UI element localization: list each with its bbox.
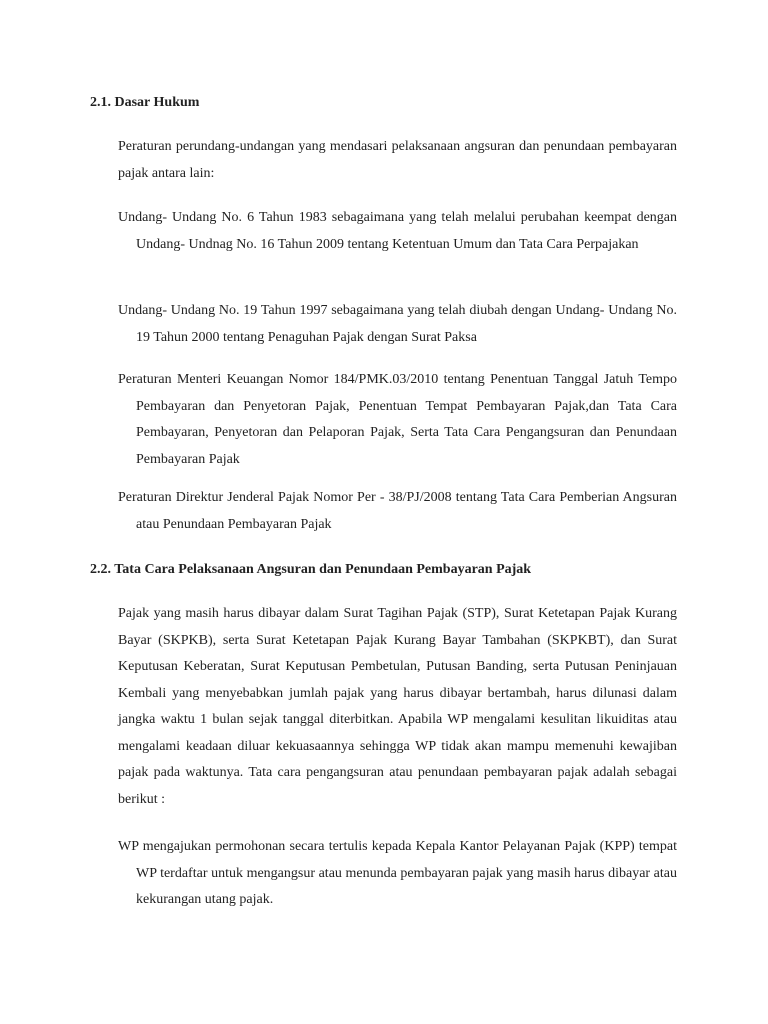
list-item-permohonan: WP mengajukan permohonan secara tertulis kepada Kepala Kantor Pelayanan Pajak (KPP) tempat WP terdaftar untuk mengangsur atau menunda pembayaran pajak yang masih harus dibayar atau kekurangan utang pajak. [118, 839, 677, 907]
section-intro-paragraph: Peraturan perundang-undangan yang mendasari pelaksanaan angsuran dan penundaan pembayaran pajak antara lain: [118, 139, 677, 181]
list-item-uu-ppsp: Undang- Undang No. 19 Tahun 1997 sebagaimana yang telah diubah dengan Undang- Undang No. 19 Tahun 2000 tentang Penaguhan Pajak dengan Surat Paksa [118, 303, 677, 345]
section-body-paragraph: Pajak yang masih harus dibayar dalam Surat Tagihan Pajak (STP), Surat Ketetapan Pajak Kurang Bayar (SKPKB), serta Surat Ketetapan Pajak Kurang Bayar Tambahan (SKPKBT), dan Surat Keputusan Keberatan, Surat Keputusan Pembetulan, Putusan Banding, serta Putusan Peninjauan Kembali yang menyebabkan jumlah pajak yang harus dibayar bertambah, harus dilunasi dalam jangka waktu 1 bulan sejak tanggal diterbitkan. Apabila WP mengalami kesulitan likuiditas atau mengalami keadaan diluar kekuasaannya sehingga WP tidak akan mampu memenuhi kewajiban pajak pada waktunya. Tata cara pengangsuran atau penundaan pembayaran pajak adalah sebagai berikut : [118, 606, 677, 807]
list-item-uu-kup: Undang- Undang No. 6 Tahun 1983 sebagaimana yang telah melalui perubahan keempat dengan Undang- Undnag No. 16 Tahun 2009 tentang Ketentuan Umum dan Tata Cara Perpajakan [118, 210, 677, 252]
list-item-pmk: Peraturan Menteri Keuangan Nomor 184/PMK.03/2010 tentang Penentuan Tanggal Jatuh Tempo Pembayaran dan Penyetoran Pajak, Penentuan Tempat Pembayaran Pajak,dan Tata Cara Pembayaran, Penyetoran dan Pelaporan Pajak, Serta Tata Cara Pengangsuran dan Penundaan Pembayaran Pajak [118, 372, 677, 467]
list-item-perdirjen: Peraturan Direktur Jenderal Pajak Nomor Per - 38/PJ/2008 tentang Tata Cara Pemberian Angsuran atau Penundaan Pembayaran Pajak [118, 490, 677, 532]
section-heading-dasar-hukum: 2.1. Dasar Hukum [90, 95, 200, 110]
section-heading-tata-cara: 2.2. Tata Cara Pelaksanaan Angsuran dan Penundaan Pembayaran Pajak [90, 562, 532, 577]
